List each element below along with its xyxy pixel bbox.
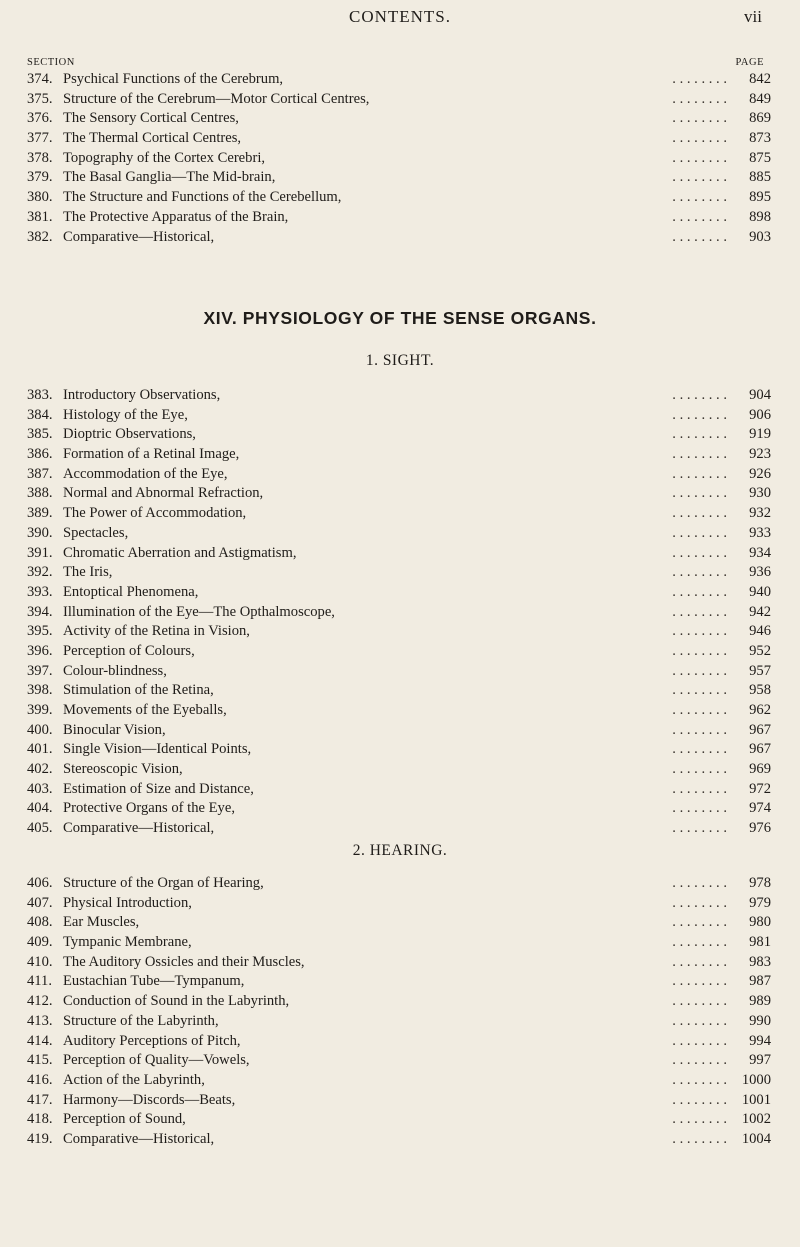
section-title: The Structure and Functions of the Cerebellum, (63, 189, 342, 206)
section-page: 983 (749, 953, 771, 970)
section-page: 904 (749, 387, 771, 403)
section-page: 875 (749, 149, 771, 166)
section-title: Introductory Observations, (63, 387, 221, 403)
section-number: 398. (27, 682, 53, 699)
section-page: 849 (749, 90, 771, 107)
section-number: 386. (27, 446, 53, 463)
toc-entry (27, 90, 771, 110)
toc-entry (27, 406, 771, 426)
section-page: 994 (749, 1032, 771, 1049)
section-page: 936 (749, 564, 771, 581)
section-title: Dioptric Observations, (63, 426, 196, 443)
section-number: 409. (27, 934, 53, 951)
section-title: Movements of the Eyeballs, (63, 702, 227, 718)
dot-leader: . . . . . . . . (672, 914, 727, 931)
toc-entry (27, 894, 771, 914)
toc-entry (27, 484, 771, 504)
section-number: 381. (27, 208, 53, 225)
section-page: 972 (749, 780, 771, 797)
dot-leader: . . . . . . . . (672, 761, 727, 778)
section-title: Harmony—Discords—Beats, (63, 1091, 236, 1108)
dot-leader: . . . . . . . . (672, 642, 727, 659)
section-number: 401. (27, 741, 53, 758)
section-title: The Protective Apparatus of the Brain, (63, 208, 289, 225)
section-title: Structure of the Cerebrum—Motor Cortical Centres, (63, 90, 370, 107)
section-number: 375. (27, 90, 53, 107)
section-page: 1004 (741, 1130, 771, 1147)
section-title: Structure of the Organ of Hearing, (63, 875, 264, 891)
toc-entry (27, 701, 771, 721)
dot-leader: . . . . . . . . (672, 505, 727, 522)
section-title: The Iris, (63, 564, 113, 581)
dot-leader: . . . . . . . . (672, 741, 727, 758)
section-page: 967 (749, 721, 771, 738)
section-number: 415. (27, 1052, 53, 1069)
section-title: Formation of a Retinal Image, (63, 446, 240, 463)
toc-entry (27, 1012, 771, 1032)
section-number: 392. (27, 564, 53, 581)
toc-entry (27, 109, 771, 129)
toc-entry (27, 603, 771, 623)
section-title: Colour-blindness, (63, 662, 167, 679)
section-number: 383. (27, 387, 53, 403)
toc-entry (27, 504, 771, 524)
section-number: 400. (27, 721, 53, 738)
toc-entry (27, 799, 771, 819)
section-number: 403. (27, 780, 53, 797)
section-number: 406. (27, 875, 53, 891)
toc-entry (27, 1071, 771, 1091)
toc-entry (27, 740, 771, 760)
section-title: Activity of the Retina in Vision, (63, 623, 250, 640)
section-title: Stereoscopic Vision, (63, 761, 183, 778)
dot-leader: . . . . . . . . (672, 1012, 727, 1029)
section-number: 395. (27, 623, 53, 640)
section-page: 1001 (741, 1091, 771, 1108)
section-page: 957 (749, 662, 771, 679)
section-number: 388. (27, 485, 53, 502)
dot-leader: . . . . . . . . (672, 426, 727, 443)
section-page: 926 (749, 465, 771, 482)
section-number: 378. (27, 149, 53, 166)
section-number: 389. (27, 505, 53, 522)
dot-leader: . . . . . . . . (672, 1032, 727, 1049)
section-number: 408. (27, 914, 53, 931)
toc-entry (27, 1130, 771, 1150)
section-number: 416. (27, 1071, 53, 1088)
section-number: 419. (27, 1130, 53, 1147)
section-title: Topography of the Cortex Cerebri, (63, 149, 266, 166)
running-head (0, 7, 800, 33)
dot-leader: . . . . . . . . (672, 208, 727, 225)
toc-entry (27, 583, 771, 603)
section-number: 404. (27, 800, 53, 817)
section-title: Comparative—Historical, (63, 820, 215, 837)
toc-entry (27, 681, 771, 701)
toc-entry (27, 721, 771, 741)
toc-group-sight (27, 386, 771, 839)
dot-leader: . . . . . . . . (672, 800, 727, 817)
section-page: 933 (749, 524, 771, 541)
section-title: Perception of Quality—Vowels, (63, 1052, 250, 1069)
section-number: 396. (27, 642, 53, 659)
toc-entry (27, 642, 771, 662)
toc-entry (27, 129, 771, 149)
section-number: 410. (27, 953, 53, 970)
section-page: 946 (749, 623, 771, 640)
dot-leader: . . . . . . . . (672, 1091, 727, 1108)
dot-leader: . . . . . . . . (672, 544, 727, 561)
section-number: 411. (27, 973, 52, 990)
section-title: Comparative—Historical, (63, 1130, 215, 1147)
dot-leader: . . . . . . . . (672, 228, 727, 245)
dot-leader: . . . . . . . . (672, 465, 727, 482)
section-title: Action of the Labyrinth, (63, 1071, 205, 1088)
section-page: 958 (749, 682, 771, 699)
section-page: 919 (749, 426, 771, 443)
section-title: The Auditory Ossicles and their Muscles, (63, 953, 305, 970)
section-page: 952 (749, 642, 771, 659)
dot-leader: . . . . . . . . (672, 169, 727, 186)
toc-entry (27, 1032, 771, 1052)
section-page: 979 (749, 894, 771, 911)
toc-entry (27, 445, 771, 465)
dot-leader: . . . . . . . . (672, 1052, 727, 1069)
toc-entry (27, 386, 771, 406)
section-title: Protective Organs of the Eye, (63, 800, 235, 817)
dot-leader: . . . . . . . . (672, 934, 727, 951)
dot-leader: . . . . . . . . (672, 780, 727, 797)
dot-leader: . . . . . . . . (672, 623, 727, 640)
section-page: 989 (749, 993, 771, 1010)
section-number: 394. (27, 603, 53, 620)
section-page: 997 (749, 1052, 771, 1069)
toc-entry (27, 992, 771, 1012)
section-number: 384. (27, 406, 53, 423)
section-column-label: SECTION (27, 57, 75, 68)
dot-leader: . . . . . . . . (672, 90, 727, 107)
section-title: Auditory Perceptions of Pitch, (63, 1032, 241, 1049)
section-number: 417. (27, 1091, 53, 1108)
section-page: 942 (749, 603, 771, 620)
dot-leader: . . . . . . . . (672, 820, 727, 837)
dot-leader: . . . . . . . . (672, 1130, 727, 1147)
dot-leader: . . . . . . . . (672, 1071, 727, 1088)
section-page: 1000 (741, 1071, 771, 1088)
section-number: 377. (27, 130, 53, 147)
toc-entry (27, 874, 771, 894)
toc-entry (27, 662, 771, 682)
toc-entry (27, 544, 771, 564)
section-number: 385. (27, 426, 53, 443)
hearing-heading: 2. HEARING. (352, 842, 448, 859)
section-number: 393. (27, 583, 53, 600)
toc-entry (27, 70, 771, 90)
part-heading: XIV. PHYSIOLOGY OF THE SENSE ORGANS. (203, 308, 597, 328)
section-page: 873 (749, 130, 771, 147)
section-title: Conduction of Sound in the Labyrinth, (63, 993, 290, 1010)
section-page: 976 (749, 820, 771, 837)
toc-entry (27, 933, 771, 953)
section-title: Entoptical Phenomena, (63, 583, 199, 600)
toc-entry (27, 425, 771, 445)
toc-group-cerebrum (27, 70, 771, 247)
section-number: 414. (27, 1032, 53, 1049)
page-column-label: PAGE (735, 57, 764, 68)
section-title: The Thermal Cortical Centres, (63, 130, 242, 147)
toc-entry (27, 168, 771, 188)
section-page: 934 (749, 544, 771, 561)
section-page: 974 (749, 800, 771, 817)
section-page: 981 (749, 934, 771, 951)
section-page: 898 (749, 208, 771, 225)
section-title: Stimulation of the Retina, (63, 682, 214, 699)
section-title: The Sensory Cortical Centres, (63, 110, 239, 127)
section-title: Chromatic Aberration and Astigmatism, (63, 544, 297, 561)
dot-leader: . . . . . . . . (672, 189, 727, 206)
toc-entry (27, 622, 771, 642)
dot-leader: . . . . . . . . (672, 485, 727, 502)
section-page: 980 (749, 914, 771, 931)
toc-entry (27, 819, 771, 839)
toc-entry (27, 972, 771, 992)
section-title: Comparative—Historical, (63, 228, 215, 245)
section-title: Perception of Sound, (63, 1111, 186, 1128)
section-page: 869 (749, 110, 771, 127)
toc-entry (27, 524, 771, 544)
page-title: CONTENTS. (348, 7, 452, 26)
section-number: 376. (27, 110, 53, 127)
dot-leader: . . . . . . . . (672, 973, 727, 990)
section-number: 379. (27, 169, 53, 186)
dot-leader: . . . . . . . . (672, 721, 727, 738)
section-page: 932 (749, 505, 771, 522)
dot-leader: . . . . . . . . (672, 524, 727, 541)
section-title: Ear Muscles, (63, 914, 140, 931)
section-title: Binocular Vision, (63, 721, 166, 738)
section-page: 940 (749, 583, 771, 600)
section-title: Single Vision—Identical Points, (63, 741, 252, 758)
section-number: 413. (27, 1012, 53, 1029)
section-title: Accommodation of the Eye, (63, 465, 228, 482)
toc-group-hearing (27, 874, 771, 1150)
toc-entry (27, 1110, 771, 1130)
section-title: Perception of Colours, (63, 642, 195, 659)
toc-entry (27, 1091, 771, 1111)
section-number: 407. (27, 894, 53, 911)
section-title: The Power of Accommodation, (63, 505, 247, 522)
toc-entry (27, 149, 771, 169)
toc-entry (27, 188, 771, 208)
section-title: The Basal Ganglia—The Mid-brain, (63, 169, 276, 186)
toc-entry (27, 208, 771, 228)
section-number: 405. (27, 820, 53, 837)
section-title: Tympanic Membrane, (63, 934, 192, 951)
section-page: 903 (749, 228, 771, 245)
dot-leader: . . . . . . . . (672, 875, 727, 891)
section-title: Structure of the Labyrinth, (63, 1012, 219, 1029)
section-number: 390. (27, 524, 53, 541)
dot-leader: . . . . . . . . (672, 953, 727, 970)
dot-leader: . . . . . . . . (672, 682, 727, 699)
section-number: 391. (27, 544, 53, 561)
section-number: 382. (27, 228, 53, 245)
section-title: Normal and Abnormal Refraction, (63, 485, 264, 502)
section-number: 399. (27, 702, 53, 718)
section-page: 895 (749, 189, 771, 206)
dot-leader: . . . . . . . . (672, 583, 727, 600)
toc-entry (27, 780, 771, 800)
dot-leader: . . . . . . . . (672, 993, 727, 1010)
toc-entry (27, 1051, 771, 1071)
toc-entry (27, 953, 771, 973)
dot-leader: . . . . . . . . (672, 149, 727, 166)
dot-leader: . . . . . . . . (672, 110, 727, 127)
section-page: 930 (749, 485, 771, 502)
section-page: 962 (749, 702, 771, 718)
dot-leader: . . . . . . . . (672, 446, 727, 463)
dot-leader: . . . . . . . . (672, 387, 727, 403)
section-number: 374. (27, 71, 53, 87)
section-page: 923 (749, 446, 771, 463)
toc-entry (27, 760, 771, 780)
dot-leader: . . . . . . . . (672, 406, 727, 423)
section-page: 906 (749, 406, 771, 423)
section-number: 387. (27, 465, 53, 482)
section-page: 969 (749, 761, 771, 778)
sight-heading: 1. SIGHT. (365, 352, 435, 369)
dot-leader: . . . . . . . . (672, 662, 727, 679)
section-title: Estimation of Size and Distance, (63, 780, 254, 797)
section-number: 418. (27, 1111, 53, 1128)
section-page: 885 (749, 169, 771, 186)
toc-entry (27, 465, 771, 485)
dot-leader: . . . . . . . . (672, 130, 727, 147)
section-number: 402. (27, 761, 53, 778)
dot-leader: . . . . . . . . (672, 702, 727, 718)
section-title: Illumination of the Eye—The Opthalmoscope, (63, 603, 335, 620)
page-number: vii (744, 7, 762, 26)
section-title: Histology of the Eye, (63, 406, 188, 423)
section-page: 990 (749, 1012, 771, 1029)
section-page: 978 (749, 875, 771, 891)
section-page: 842 (749, 71, 771, 87)
dot-leader: . . . . . . . . (672, 603, 727, 620)
section-page: 987 (749, 973, 771, 990)
dot-leader: . . . . . . . . (672, 564, 727, 581)
section-title: Physical Introduction, (63, 894, 192, 911)
section-page: 1002 (741, 1111, 771, 1128)
dot-leader: . . . . . . . . (672, 894, 727, 911)
section-title: Eustachian Tube—Tympanum, (63, 973, 245, 990)
dot-leader: . . . . . . . . (672, 71, 727, 87)
toc-entry (27, 563, 771, 583)
section-number: 397. (27, 662, 53, 679)
toc-entry (27, 228, 771, 248)
section-number: 412. (27, 993, 53, 1010)
section-page: 967 (749, 741, 771, 758)
section-title: Spectacles, (63, 524, 129, 541)
section-number: 380. (27, 189, 53, 206)
dot-leader: . . . . . . . . (672, 1111, 727, 1128)
toc-entry (27, 913, 771, 933)
section-title: Psychical Functions of the Cerebrum, (63, 71, 284, 87)
